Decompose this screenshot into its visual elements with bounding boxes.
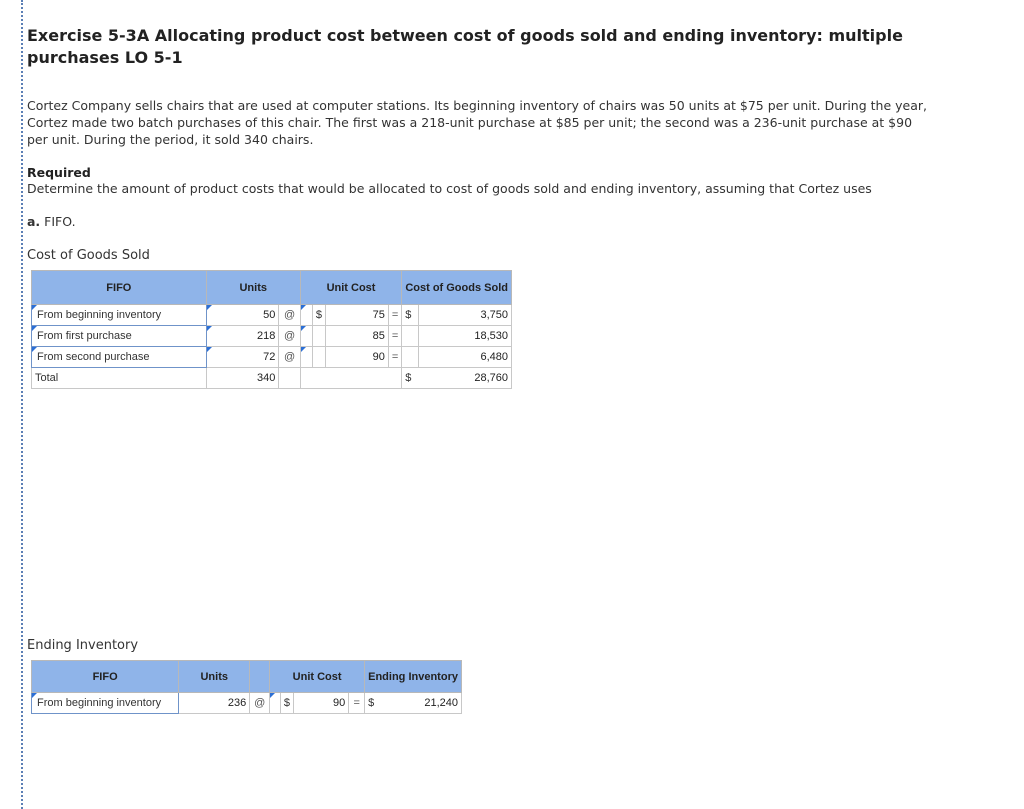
cogs-grand-total-value[interactable]: 28,760: [418, 368, 511, 389]
units-value: 236: [227, 697, 247, 709]
equals-symbol: =: [388, 326, 401, 347]
cogs-header-unit-cost: Unit Cost: [300, 271, 402, 305]
left-dotted-rule: [21, 0, 23, 809]
required-text: Determine the amount of product costs that would be allocated to cost of goods sold and ending inventory, assuming that Cortez uses: [27, 181, 872, 196]
total-label: Total: [32, 368, 207, 389]
cogs-total-value[interactable]: 18,530: [418, 326, 511, 347]
total-units-value[interactable]: 340: [206, 368, 279, 389]
equals-symbol: =: [388, 347, 401, 368]
ending-inventory-section-title: Ending Inventory: [27, 638, 139, 653]
cogs-units-input[interactable]: [206, 305, 279, 326]
at-symbol: @: [250, 693, 270, 714]
cogs-header-method: FIFO: [32, 271, 207, 305]
currency-symbol: [312, 326, 325, 347]
row-label: From first purchase: [37, 330, 132, 342]
currency-cell: [270, 693, 281, 714]
currency-symbol: $: [402, 305, 418, 326]
currency-symbol: $: [280, 693, 293, 714]
input-flag-icon: [32, 305, 37, 310]
unit-cost-value: 90: [372, 351, 385, 363]
row-label: From beginning inventory: [37, 697, 162, 709]
input-flag-icon: [301, 326, 306, 331]
cogs-total-value[interactable]: 6,480: [418, 347, 511, 368]
cogs-unit-cost-input[interactable]: [326, 347, 389, 368]
ending-header-units: Units: [179, 661, 250, 693]
empty-cell: [279, 368, 300, 389]
input-flag-icon: [207, 326, 212, 331]
currency-symbol: $: [365, 693, 383, 714]
problem-description: Cortez Company sells chairs that are used at computer stations. Its beginning inventory of chairs was 50 units at $75 per unit. During the year, Cortez made two batch purchases of this chair. The first was a 218-unit purchase at $85 per unit; the second was a 236-unit purchase at $90 per unit. During the period, it sold 340 chairs.: [27, 98, 927, 147]
required-heading: Required: [27, 165, 91, 180]
exercise-title: Exercise 5-3A Allocating product cost between cost of goods sold and ending inventory: multiple purchases LO 5-1: [27, 26, 903, 67]
part-a-label: [27, 214, 76, 229]
empty-header: [250, 661, 270, 693]
input-flag-icon: [32, 326, 37, 331]
unit-cost-value: 85: [372, 330, 385, 342]
table-row: [32, 326, 512, 347]
row-label: From beginning inventory: [37, 309, 162, 321]
currency-cell: [300, 305, 312, 326]
cogs-unit-cost-input[interactable]: [326, 326, 389, 347]
ending-inventory-table: [31, 660, 462, 714]
input-flag-icon: [301, 305, 306, 310]
currency-symbol: [402, 326, 418, 347]
table-row-total: [32, 368, 512, 389]
input-flag-icon: [32, 693, 37, 698]
part-text: FIFO.: [44, 214, 76, 229]
unit-cost-value: 90: [332, 697, 346, 709]
equals-symbol: =: [349, 693, 365, 714]
input-flag-icon: [270, 693, 275, 698]
cogs-unit-cost-input[interactable]: [326, 305, 389, 326]
cogs-total-value[interactable]: 3,750: [418, 305, 511, 326]
cogs-row-label-input[interactable]: [32, 305, 207, 326]
currency-symbol: [312, 347, 325, 368]
cogs-header-total: Cost of Goods Sold: [402, 271, 512, 305]
table-row: [32, 693, 462, 714]
ending-header-unit-cost: Unit Cost: [270, 661, 365, 693]
cogs-section-title: Cost of Goods Sold: [27, 248, 150, 263]
row-label: From second purchase: [37, 351, 150, 363]
currency-symbol: $: [312, 305, 325, 326]
cogs-header-units: Units: [206, 271, 300, 305]
ending-total-value[interactable]: 21,240: [383, 693, 462, 714]
currency-symbol: $: [402, 368, 418, 389]
input-flag-icon: [32, 347, 37, 352]
currency-symbol: [402, 347, 418, 368]
at-symbol: @: [279, 305, 300, 326]
cogs-row-label-input[interactable]: [32, 326, 207, 347]
empty-cell: [300, 368, 402, 389]
cogs-units-input[interactable]: [206, 326, 279, 347]
units-value: 72: [263, 351, 276, 363]
input-flag-icon: [207, 305, 212, 310]
ending-unit-cost-input[interactable]: [294, 693, 349, 714]
at-symbol: @: [279, 326, 300, 347]
at-symbol: @: [279, 347, 300, 368]
units-value: 218: [256, 330, 276, 342]
table-row: [32, 305, 512, 326]
ending-header-total: Ending Inventory: [365, 661, 462, 693]
units-value: 50: [263, 309, 276, 321]
input-flag-icon: [207, 347, 212, 352]
currency-cell: [300, 347, 312, 368]
ending-row-label-input[interactable]: [32, 693, 179, 714]
ending-header-method: FIFO: [32, 661, 179, 693]
table-row: [32, 347, 512, 368]
cogs-units-input[interactable]: [206, 347, 279, 368]
ending-units-input[interactable]: [179, 693, 250, 714]
cogs-table: [31, 270, 512, 389]
currency-cell: [300, 326, 312, 347]
part-letter: a.: [27, 214, 41, 229]
input-flag-icon: [301, 347, 306, 352]
cogs-row-label-input[interactable]: [32, 347, 207, 368]
equals-symbol: =: [388, 305, 401, 326]
unit-cost-value: 75: [372, 309, 385, 321]
